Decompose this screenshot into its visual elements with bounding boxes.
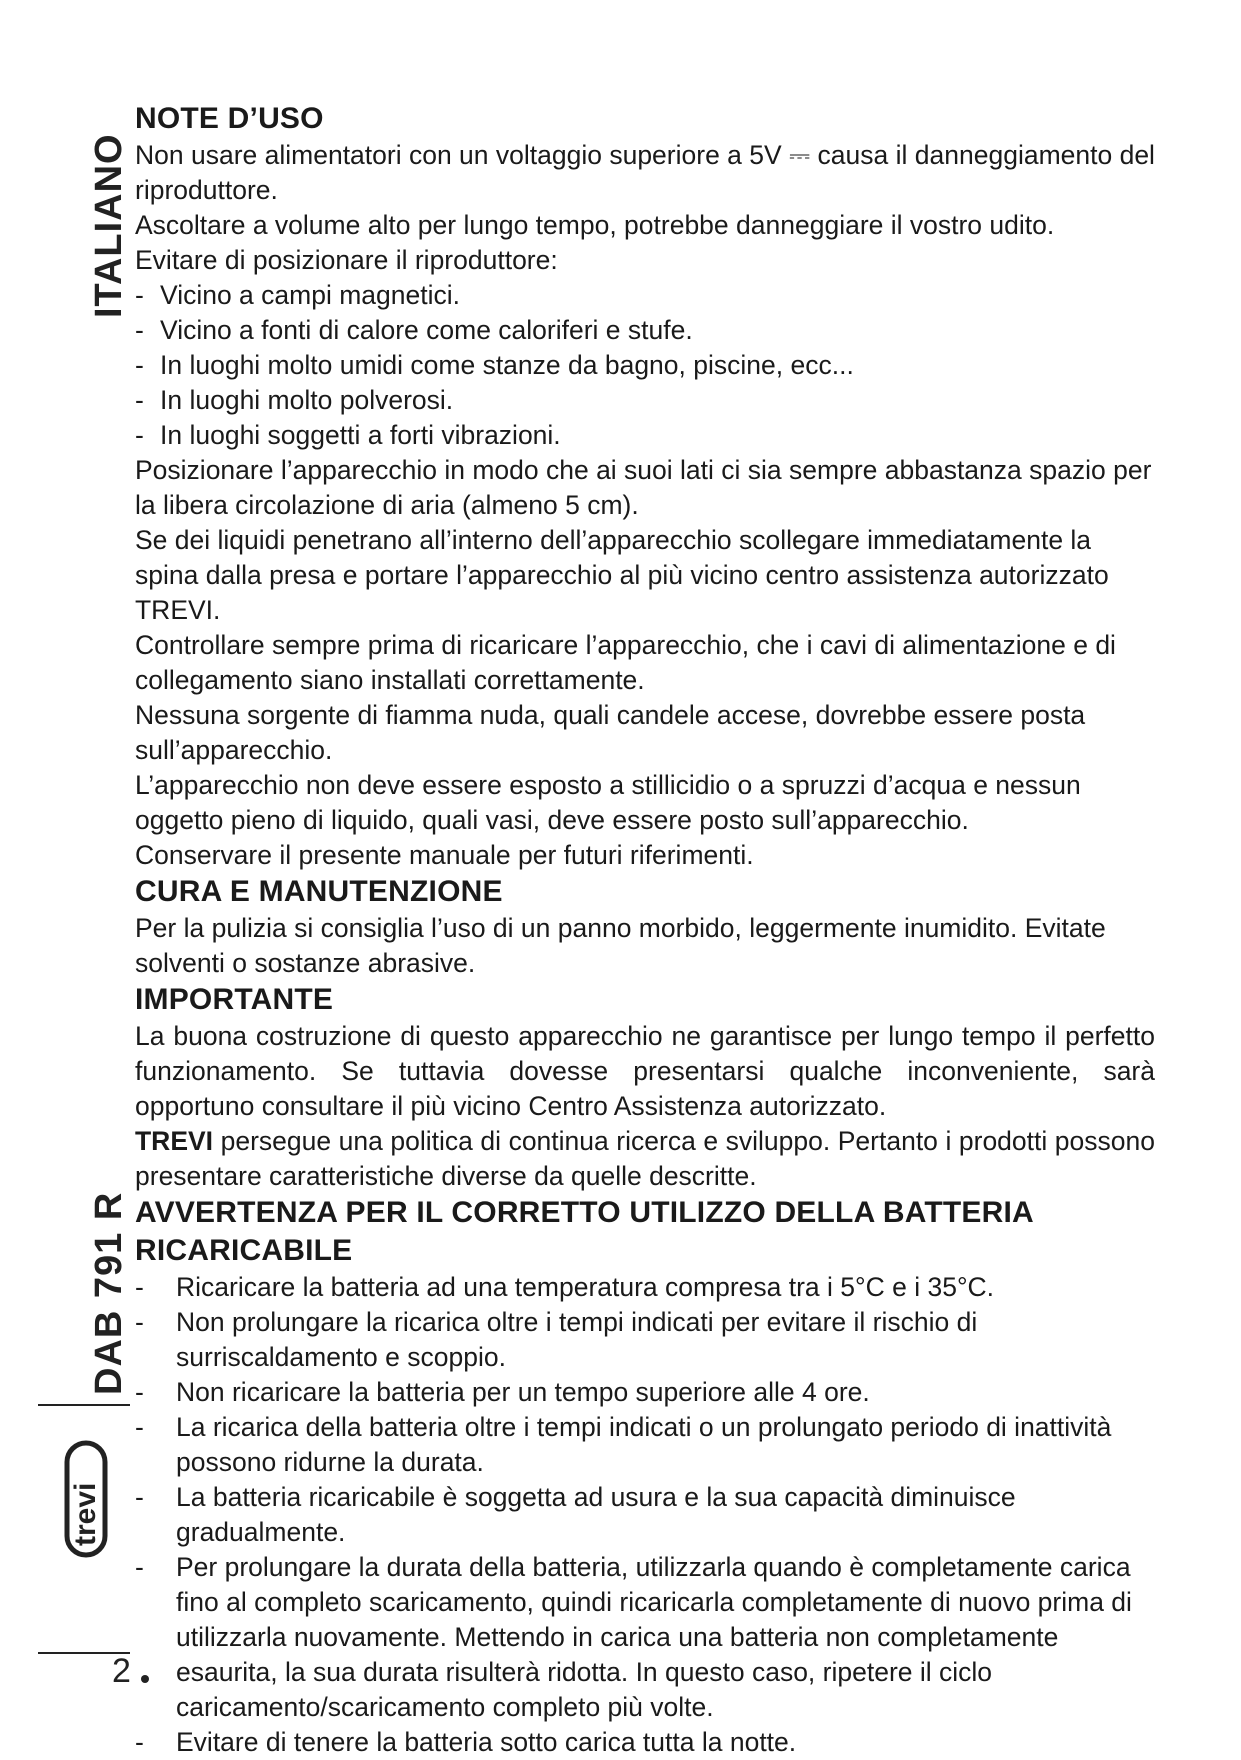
paragraph: La buona costruzione di questo apparecchio ne garantisce per lungo tempo il perfetto funzionamento. Se tuttavia dovesse presentarsi qualche inconveniente, sarà opportuno consultare il più vicino Centro Assistenza autorizzato. xyxy=(135,1021,1155,1121)
list-item: - Vicino a fonti di calore come caloriferi e stufe. xyxy=(135,313,1155,348)
paragraph: Ascoltare a volume alto per lungo tempo, potrebbe danneggiare il vostro udito. xyxy=(135,210,1055,240)
paragraph: Nessuna sorgente di fiamma nuda, quali candele accese, dovrebbe essere posta sull’apparecchio. xyxy=(135,700,1086,765)
paragraph: Conservare il presente manuale per futuri riferimenti. xyxy=(135,840,754,870)
paragraph: Per la pulizia si consiglia l’uso di un panno morbido, leggermente inumidito. Evitate solventi o sostanze abrasive. xyxy=(135,913,1106,978)
divider-line xyxy=(38,1404,130,1406)
paragraph: Posizionare l’apparecchio in modo che ai suoi lati ci sia sempre abbastanza spazio per la libera circolazione di aria (almeno 5 cm). xyxy=(135,455,1152,520)
brand-name: TREVI xyxy=(135,1126,214,1156)
list-item: - Ricaricare la batteria ad una temperatura compresa tra i 5°C e i 35°C. xyxy=(135,1270,1155,1305)
section-title-avvertenza: AVVERTENZA PER IL CORRETTO UTILIZZO DELLA BATTERIA RICARICABILE xyxy=(135,1196,1033,1267)
paragraph: Evitare di posizionare il riproduttore: xyxy=(135,245,558,275)
list-item: - In luoghi molto polverosi. xyxy=(135,383,1155,418)
list-item: - Vicino a campi magnetici. xyxy=(135,278,1155,313)
section-title-cura: CURA E MANUTENZIONE xyxy=(135,875,503,908)
list-item: - Evitare di tenere la batteria sotto carica tutta la notte. xyxy=(135,1725,1155,1760)
paragraph xyxy=(135,1124,1155,1194)
paragraph: L’apparecchio non deve essere esposto a stillicidio o a spruzzi d’acqua e nessun oggetto pieno di liquido, quali vasi, deve essere posto sull’apparecchio. xyxy=(135,770,1081,835)
paragraph: Controllare sempre prima di ricaricare l’apparecchio, che i cavi di alimentazione e di collegamento siano installati correttamente. xyxy=(135,630,1116,695)
section-title-note-uso: NOTE D’USO xyxy=(135,102,324,135)
content xyxy=(135,100,1155,1760)
paragraph: Non usare alimentatori con un voltaggio superiore a 5V ⎓ causa il danneggiamento del riproduttore. xyxy=(135,140,1155,205)
bullet-list xyxy=(135,1270,1155,1760)
paragraph-text: persegue una politica di continua ricerca e sviluppo. Pertanto i prodotti possono presentare caratteristiche diverse da quelle descritte. xyxy=(135,1126,1155,1191)
paragraph: Se dei liquidi penetrano all’interno dell’apparecchio scollegare immediatamente la spina dalla presa e portare l’apparecchio al più vicino centro assistenza autorizzato TREVI. xyxy=(135,525,1109,625)
svg-text:trevi: trevi xyxy=(69,1482,102,1546)
list-item: - La batteria ricaricabile è soggetta ad usura e la sua capacità diminuisce gradualmente. xyxy=(135,1480,1155,1550)
list-item: - Per prolungare la durata della batteria, utilizzarla quando è completamente carica fino al completo scaricamento, quindi ricaricarla completamente di nuovo prima di utilizzarla nuovamente. Mettendo in carica una batteria non completamente esaurita, la sua durata risulterà ridotta. In questo caso, ripetere il ciclo caricamento/scaricamento completo più volte. xyxy=(135,1550,1155,1725)
list-item: - In luoghi molto umidi come stanze da bagno, piscine, ecc... xyxy=(135,348,1155,383)
language-label: ITALIANO xyxy=(88,133,130,318)
bullet-list xyxy=(135,278,1155,453)
page-number: 2 xyxy=(112,1652,131,1690)
model-label: DAB 791 R xyxy=(88,1191,130,1395)
list-item: - Non prolungare la ricarica oltre i tempi indicati per evitare il rischio di surriscaldamento e scoppio. xyxy=(135,1305,1155,1375)
section-title-importante: IMPORTANTE xyxy=(135,983,334,1016)
list-item: - In luoghi soggetti a forti vibrazioni. xyxy=(135,418,1155,453)
trevi-logo xyxy=(64,1440,108,1558)
list-item: - La ricarica della batteria oltre i tempi indicati o un prolungato periodo di inattività possono ridurne la durata. xyxy=(135,1410,1155,1480)
list-item: - Non ricaricare la batteria per un tempo superiore alle 4 ore. xyxy=(135,1375,1155,1410)
